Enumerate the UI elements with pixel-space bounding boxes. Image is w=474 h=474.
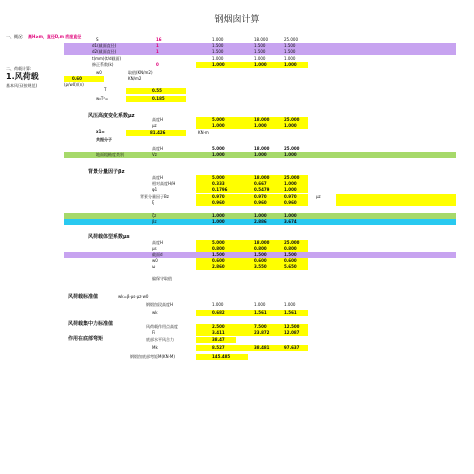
t-label: t(mm)(t/d截面) (92, 56, 122, 61)
beta-r2-v1: 0.333 (212, 181, 225, 186)
t-v2: 1.000 (212, 56, 224, 61)
wstd-r2-label: wk (152, 310, 158, 315)
wind-force-label: 风荷载集中力标准值 (68, 321, 114, 327)
beta-r6-v3: 1.000 (284, 213, 297, 218)
mu-mu-v3: 1.000 (284, 123, 297, 128)
beta-r1-v2: 18.000 (254, 175, 270, 180)
beta-r7-v1: 1.000 (212, 219, 225, 224)
shape-r4-label: w0 (152, 258, 158, 263)
beta-label: 背景分量因子βz (88, 169, 125, 175)
shape-r2-v1: 0.800 (212, 246, 225, 251)
wstd-r1-v3: 1.000 (284, 302, 296, 307)
beta-r4-label: 背景分量因子Bz (140, 194, 169, 199)
mu-h-v1: 5.000 (212, 117, 225, 122)
w0-label: w0 (96, 70, 102, 75)
vz-v2: 1.000 (254, 152, 267, 157)
k-v4: 1.000 (284, 62, 297, 67)
shape-note: 偏保守取值 (152, 276, 172, 281)
d1-v3: 1.500 (254, 43, 266, 48)
section2-sub: 基本风压(按规范) (6, 83, 38, 88)
h2-v3: 25.000 (284, 146, 300, 151)
wf-r1-v3: 12.500 (284, 324, 300, 329)
beta-r1-label: 高度H (152, 175, 164, 180)
t-v3: 1.000 (254, 56, 266, 61)
shape-r1-v2: 18.000 (254, 240, 270, 245)
beta-r6-v2: 1.000 (254, 213, 267, 218)
w0-value: 0.60 (72, 76, 82, 81)
shape-r1-v3: 25.000 (284, 240, 300, 245)
wstd-r2-v1: 0.682 (212, 310, 225, 315)
t-v4: 1.000 (284, 56, 296, 61)
wind-std-label: 风荷载标准值 (68, 294, 99, 300)
s-v4: 25.000 (284, 37, 298, 42)
h2-v2: 18.000 (254, 146, 270, 151)
beta-r5-v2: 0.960 (254, 200, 267, 205)
d2-v3: 1.500 (254, 49, 266, 54)
mu-mu-v2: 1.000 (254, 123, 267, 128)
wf-r2-label: Fi (152, 330, 156, 335)
k-label: 修正系数(k) (92, 62, 114, 67)
mu-mu-label: μz (152, 123, 157, 128)
wf-r1-v1: 2.500 (212, 324, 225, 329)
mo-r2-v1: 8.527 (212, 345, 225, 350)
d2-label: d2(截面直径) (92, 49, 117, 54)
shape-r4-v2: 0.600 (254, 258, 267, 263)
wind-std-formula: wk=β·μs·μz·w0 (118, 294, 149, 299)
mo-r1-label: 底部水平风合力 (146, 337, 174, 342)
d1-v1: 1 (156, 43, 159, 48)
terrain-label: 地面粗糙度类别 (96, 152, 124, 157)
shape-r3-v1: 1.500 (212, 252, 225, 257)
beta-r5-label: ξ (152, 200, 155, 205)
beta-r7-v2: 2.886 (254, 219, 267, 224)
s-v2: 1.000 (212, 37, 224, 42)
shape-r5-v3: 5.650 (284, 264, 297, 269)
wf-r2-v2: 23.872 (254, 330, 270, 335)
section2-heading: 1.风荷载 (6, 72, 39, 81)
vz-label: Vz (152, 152, 157, 157)
vz-v1: 1.000 (212, 152, 225, 157)
d1-v4: 1.500 (284, 43, 296, 48)
w0-unit-label: 取值(KN/m2) (128, 70, 153, 75)
shape-r3-v2: 1.500 (254, 252, 267, 257)
beta-r7-v3: 3.674 (284, 219, 297, 224)
beta-r5-v1: 0.960 (212, 200, 225, 205)
s-v1: 16 (156, 37, 162, 42)
s-v3: 18.000 (254, 37, 268, 42)
shape-r2-v3: 0.800 (284, 246, 297, 251)
shape-r4-v1: 0.600 (212, 258, 225, 263)
mo-r2-v2: 38.481 (254, 345, 270, 350)
x-value: 81.426 (150, 130, 166, 135)
mo-r1-v1: 38.47 (212, 337, 225, 342)
shape-r5-v2: 3.550 (254, 264, 267, 269)
k-v2: 1.000 (212, 62, 225, 67)
formula: (ρ/w0)/(n) (64, 82, 84, 87)
dyn-label: 共振分子 (96, 137, 112, 142)
shape-r3-v3: 1.500 (284, 252, 297, 257)
w0-unit: KN/m2 (128, 76, 142, 81)
shape-r1-label: 高度H (152, 240, 164, 245)
shape-r5-label: ω (152, 264, 156, 269)
beta-r2-v2: 0.667 (254, 181, 267, 186)
beta-r2-label: 相对高度H/H (152, 181, 176, 186)
shape-r3-label: 截面d (152, 252, 163, 257)
t-label-2: T (104, 87, 107, 92)
shape-r4-v3: 0.600 (284, 258, 297, 263)
mu-h-v2: 18.000 (254, 117, 270, 122)
beta-r3-v3: 1.000 (284, 187, 297, 192)
mo-r2-label: Mk (152, 345, 158, 350)
mo-r2-v3: 97.637 (284, 345, 300, 350)
mu-mu-v1: 1.000 (212, 123, 225, 128)
x-unit: KN·m (198, 130, 209, 135)
beta-r5-v3: 0.960 (284, 200, 297, 205)
wt-label: w₀T²= (96, 96, 109, 101)
mu-z-label: 风压高度变化系数μz (88, 113, 135, 119)
t-value: 0.55 (152, 88, 162, 93)
d2-v2: 1.500 (212, 49, 224, 54)
shape-r1-v1: 5.000 (212, 240, 225, 245)
section1-note: 高H≥m，直径D,m 底座直径 (28, 34, 82, 39)
shape-r5-v1: 2.860 (212, 264, 225, 269)
beta-r3-label: φ1 (152, 187, 158, 192)
d1-label: d1(截面直径) (92, 43, 117, 48)
h2-label: 高度H (152, 146, 164, 151)
beta-r6-v1: 1.000 (212, 213, 225, 218)
wstd-r1-v2: 1.000 (254, 302, 266, 307)
beta-r1-v1: 5.000 (212, 175, 225, 180)
beta-r4-v2: 0.970 (254, 194, 267, 199)
d2-v4: 1.500 (284, 49, 296, 54)
mu-h-v3: 25.000 (284, 117, 300, 122)
vz-v3: 1.000 (284, 152, 297, 157)
mo-r3-label: 钢烟囱底部弯矩M(KN·M) (130, 354, 175, 359)
beta-r3-v2: 0.5479 (254, 187, 270, 192)
beta-r4-v3: 0.970 (284, 194, 297, 199)
shape-r2-v2: 0.800 (254, 246, 267, 251)
beta-r5-yellow-right (336, 200, 456, 206)
mu-h-label: 高度H (152, 117, 164, 122)
x-label: x1= (96, 129, 105, 134)
wstd-r2-v2: 1.561 (254, 310, 267, 315)
section1-label: 一、概况: (6, 34, 24, 39)
moment-label: 作用在底部弯矩 (68, 336, 104, 342)
beta-r2-v3: 1.000 (284, 181, 297, 186)
beta-r3-v1: 0.1796 (212, 187, 228, 192)
beta-r4-v1: 0.970 (212, 194, 225, 199)
s-label: S (96, 37, 99, 42)
shape-r2-label: μs (152, 246, 157, 251)
h2-v1: 5.000 (212, 146, 225, 151)
beta-r1-v3: 25.000 (284, 175, 300, 180)
k-v1: 0 (156, 62, 159, 67)
beta-r7-label: βz (152, 219, 157, 224)
mo-r3-v1: 145.485 (212, 354, 231, 359)
beta-r4-extra: μz (316, 194, 321, 199)
wf-r1-v2: 7.500 (254, 324, 267, 329)
d2-v1: 1 (156, 49, 159, 54)
beta-r6-label: ζz (152, 213, 157, 218)
page-title: 钢烟囱计算 (214, 15, 260, 25)
wstd-r2-v3: 1.561 (284, 310, 297, 315)
d1-v2: 1.500 (212, 43, 224, 48)
wt-value: 0.185 (152, 96, 165, 101)
k-v3: 1.000 (254, 62, 267, 67)
wstd-r1-label: 钢烟囱段高度H (146, 302, 174, 307)
section2-label: 二、荷载计算: (6, 66, 32, 71)
wf-r2-v3: 12.087 (284, 330, 300, 335)
wf-r2-v1: 3.411 (212, 330, 225, 335)
wf-r1-label: 风荷载作用点高度 (146, 324, 178, 329)
shape-label: 风荷载体型系数μs (88, 234, 130, 240)
wstd-r1-v1: 1.000 (212, 302, 224, 307)
